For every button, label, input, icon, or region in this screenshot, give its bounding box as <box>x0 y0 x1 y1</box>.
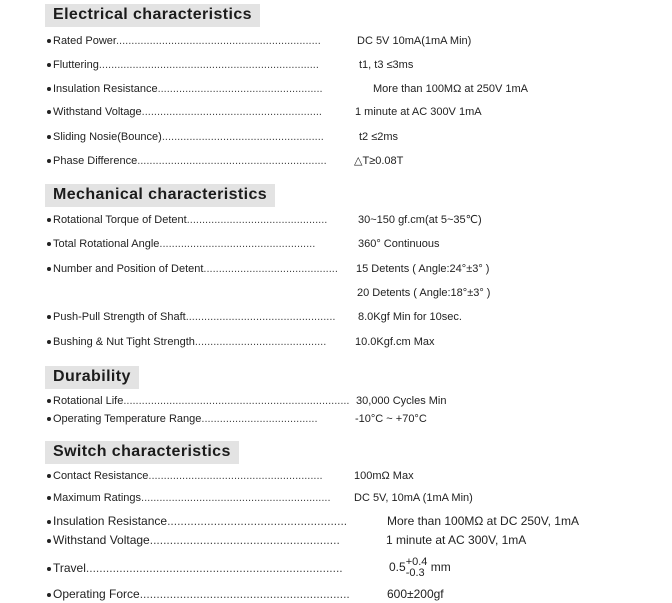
spec-label: Insulation Resistance <box>53 514 168 528</box>
leader-dots: ......................................................... <box>149 533 340 547</box>
bullet-icon <box>47 159 51 163</box>
section-heading-mechanical: Mechanical characteristics <box>45 184 275 207</box>
spec-label: Operating Force <box>53 587 140 601</box>
bullet-icon <box>47 340 51 344</box>
spec-value: 15 Detents ( Angle:24°±3° ) <box>356 263 490 275</box>
tolerance-minus: -0.3 <box>405 566 425 579</box>
spec-row-rotational-life <box>53 394 349 408</box>
spec-value: 100mΩ Max <box>354 470 414 482</box>
leader-dots: ........................................................... <box>141 106 322 118</box>
leader-dots: ............................................................................. <box>85 561 343 575</box>
travel-nominal: 0.5 <box>389 560 406 574</box>
spec-label: Fluttering <box>53 59 99 71</box>
tolerance-plus: +0.4 <box>405 555 428 568</box>
bullet-icon <box>47 110 51 114</box>
spec-value: t1, t3 ≤3ms <box>359 59 414 71</box>
bullet-icon <box>47 593 51 597</box>
spec-row-rotational-angle <box>53 237 315 251</box>
spec-row-contact-resistance <box>53 469 323 483</box>
spec-row-insulation <box>53 82 323 96</box>
leader-dots: ................................................. <box>185 311 336 323</box>
spec-row-travel <box>53 561 343 575</box>
bullet-icon <box>47 242 51 246</box>
spec-row-fluttering <box>53 58 319 72</box>
spec-label: Bushing & Nut Tight Strength <box>53 336 195 348</box>
spec-value: DC 5V 10mA(1mA Min) <box>357 35 472 47</box>
spec-value: △T≥0.08T <box>354 155 404 167</box>
spec-row-switch-withstand <box>53 533 340 547</box>
spec-value-travel <box>389 552 451 582</box>
leader-dots: ................................................................... <box>115 35 321 47</box>
leader-dots: ................................................... <box>159 238 316 250</box>
spec-value: 10.0Kgf.cm Max <box>355 336 435 348</box>
leader-dots: .......................................................................... <box>123 395 350 407</box>
bullet-icon <box>47 539 51 543</box>
spec-value: 30~150 gf.cm(at 5~35℃) <box>358 214 482 226</box>
bullet-icon <box>47 315 51 319</box>
bullet-icon <box>47 63 51 67</box>
leader-dots: ........................................................................ <box>98 59 319 71</box>
leader-dots: ............................................................... <box>139 587 350 601</box>
spec-row-phase-difference <box>53 154 327 168</box>
spec-label: Rotational Torque of Detent <box>53 214 187 226</box>
spec-value: 360° Continuous <box>358 238 440 250</box>
spec-label: Number and Position of Detent <box>53 263 204 275</box>
leader-dots: ...................................................... <box>157 83 323 95</box>
bullet-icon <box>47 87 51 91</box>
spec-value: More than 100MΩ at 250V 1mA <box>373 83 528 95</box>
leader-dots: .............................................................. <box>137 155 327 167</box>
spec-label: Maximum Ratings <box>53 492 142 504</box>
spec-row-push-pull <box>53 310 335 324</box>
spec-row-detent-position <box>53 262 338 276</box>
spec-label: Contact Resistance <box>53 470 149 482</box>
travel-tolerance <box>406 557 428 579</box>
bullet-icon <box>47 399 51 403</box>
section-heading-durability: Durability <box>45 366 139 389</box>
spec-value: 1 minute at AC 300V, 1mA <box>386 533 527 547</box>
spec-label: Rotational Life <box>53 395 124 407</box>
leader-dots: ........................................... <box>194 336 327 348</box>
spec-label: Sliding Nosie(Bounce) <box>53 131 162 143</box>
bullet-icon <box>47 520 51 524</box>
bullet-icon <box>47 267 51 271</box>
spec-label: Travel <box>53 561 86 575</box>
travel-unit: mm <box>430 560 451 574</box>
leader-dots: ..................................................... <box>161 131 324 143</box>
spec-row-operating-temperature <box>53 412 318 426</box>
spec-label: Rated Power <box>53 35 116 47</box>
spec-value: 8.0Kgf Min for 10sec. <box>358 311 462 323</box>
leader-dots: ............................................ <box>203 263 338 275</box>
spec-label: Phase Difference <box>53 155 138 167</box>
bullet-icon <box>47 135 51 139</box>
spec-label: Withstand Voltage <box>53 533 150 547</box>
spec-row-sliding-noise <box>53 130 324 144</box>
leader-dots: ...................................................... <box>167 514 348 528</box>
spec-value: 600±200gf <box>387 587 444 601</box>
leader-dots: ...................................... <box>201 413 318 425</box>
spec-value-continued: 20 Detents ( Angle:18°±3° ) <box>357 287 491 299</box>
spec-row-bushing-nut <box>53 335 326 349</box>
spec-value: -10°C ~ +70°C <box>355 413 427 425</box>
spec-row-switch-insulation <box>53 514 347 528</box>
spec-value: t2 ≤2ms <box>359 131 399 143</box>
spec-value: 1 minute at AC 300V 1mA <box>355 106 482 118</box>
spec-value: 30,000 Cycles Min <box>356 395 447 407</box>
bullet-icon <box>47 496 51 500</box>
leader-dots: ......................................................... <box>148 470 323 482</box>
spec-row-rated-power <box>53 34 321 48</box>
spec-label: Total Rotational Angle <box>53 238 160 250</box>
leader-dots: .............................................................. <box>141 492 331 504</box>
leader-dots: .............................................. <box>186 214 328 226</box>
spec-row-torque-detent <box>53 213 327 227</box>
spec-label: Push-Pull Strength of Shaft <box>53 311 186 323</box>
bullet-icon <box>47 474 51 478</box>
spec-label: Withstand Voltage <box>53 106 142 118</box>
bullet-icon <box>47 39 51 43</box>
spec-row-withstand <box>53 105 322 119</box>
bullet-icon <box>47 218 51 222</box>
spec-label: Insulation Resistance <box>53 83 158 95</box>
spec-row-operating-force <box>53 587 350 601</box>
spec-value: DC 5V, 10mA (1mA Min) <box>354 492 473 504</box>
section-heading-electrical: Electrical characteristics <box>45 4 260 27</box>
spec-label: Operating Temperature Range <box>53 413 202 425</box>
bullet-icon <box>47 417 51 421</box>
spec-row-maximum-ratings <box>53 491 331 505</box>
bullet-icon <box>47 567 51 571</box>
section-heading-switch: Switch characteristics <box>45 441 239 464</box>
spec-value: More than 100MΩ at DC 250V, 1mA <box>387 514 579 528</box>
